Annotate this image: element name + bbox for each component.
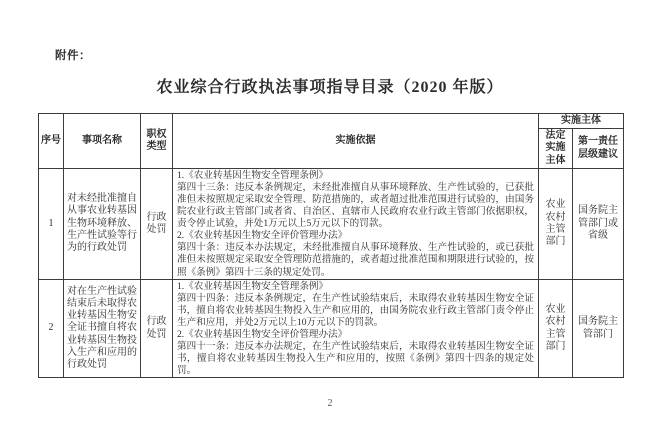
basis-paragraph: 2.《农业转基因生物安全评价管理办法》: [177, 230, 348, 242]
header-type: 职权类型: [141, 114, 173, 169]
header-row-top: [39, 114, 624, 129]
row-responsibility: 国务院主管部门: [573, 279, 624, 378]
row-legal-subject: 农业农村主管部门: [539, 279, 573, 378]
header-subject-group: 实施主体: [539, 114, 624, 129]
row-item-name: 对在生产性试验结束后未取得农业转基因生物安全证书擅自将农业转基因生物投入生产和应用的行政处罚: [64, 279, 141, 378]
row-authority-type: 行政处罚: [141, 168, 173, 279]
header-index: 序号: [39, 114, 64, 169]
basis-paragraph: 1.《农业转基因生物安全管理条例》: [177, 169, 329, 181]
row-item-name: 对未经批准擅自从事农业转基因生物环境释放、生产性试验等行为的行政处罚: [64, 168, 141, 279]
row-index: 1: [39, 168, 64, 279]
basis-paragraph: 1.《农业转基因生物安全管理条例》: [177, 280, 329, 292]
attachment-label: 附件：: [55, 50, 91, 62]
header-name: 事项名称: [64, 114, 141, 169]
page-number: 2: [327, 398, 333, 409]
basis-paragraph: 第四十一条：违反本办法规定，在生产性试验结束后，未取得农业转基因生物安全证书，擅自将农业转基因生物投入生产和应用的，按照《条例》第四十四条的规定处罚。: [177, 341, 534, 377]
table-row: [39, 168, 624, 279]
row-legal-subject: 农业农村主管部门: [539, 168, 573, 279]
row-legal-basis: [173, 279, 539, 378]
basis-paragraph: 第四十四条：违反本条例规定，在生产性试验结束后，未取得农业转基因生物安全证书，擅自将农业转基因生物投入生产和应用的，由国务院农业行政主管部门责令停止生产和应用，并处2万元以上10万元以下的罚款。: [177, 292, 534, 328]
basis-paragraph: 第四十条：违反本办法规定，未经批准擅自从事环境释放、生产性试验的，或已获批准但未按照规定采取安全管理防范措施的，或者超过批准范围和期限进行试验的，按照《条例》第四十三条的规定处罚。: [177, 242, 534, 278]
header-legal-subject: 法定实施主体: [539, 129, 573, 169]
row-legal-basis: [173, 168, 539, 279]
row-authority-type: 行政处罚: [141, 279, 173, 378]
table-row: [39, 279, 624, 378]
header-responsibility: 第一责任层级建议: [573, 129, 624, 169]
header-basis: 实施依据: [173, 114, 539, 169]
catalog-table: [38, 113, 624, 378]
row-index: 2: [39, 279, 64, 378]
basis-paragraph: 2.《农业转基因生物安全评价管理办法》: [177, 329, 348, 341]
basis-paragraph: 第四十三条：违反本条例规定，未经批准擅自从事环境释放、生产性试验的，已获批准但未按照规定采取安全管理、防范措施的，或者超过批准范围进行试验的，由国务院农业行政主管部门或者省、自治区、直辖市人民政府农业行政主管部门依据职权，责令停止试验，并处1万元以上5万元以下的罚款。: [177, 181, 534, 230]
row-responsibility: 国务院主管部门或省级: [573, 168, 624, 279]
page-title: 农业综合行政执法事项指导目录（2020 年版）: [156, 79, 504, 96]
